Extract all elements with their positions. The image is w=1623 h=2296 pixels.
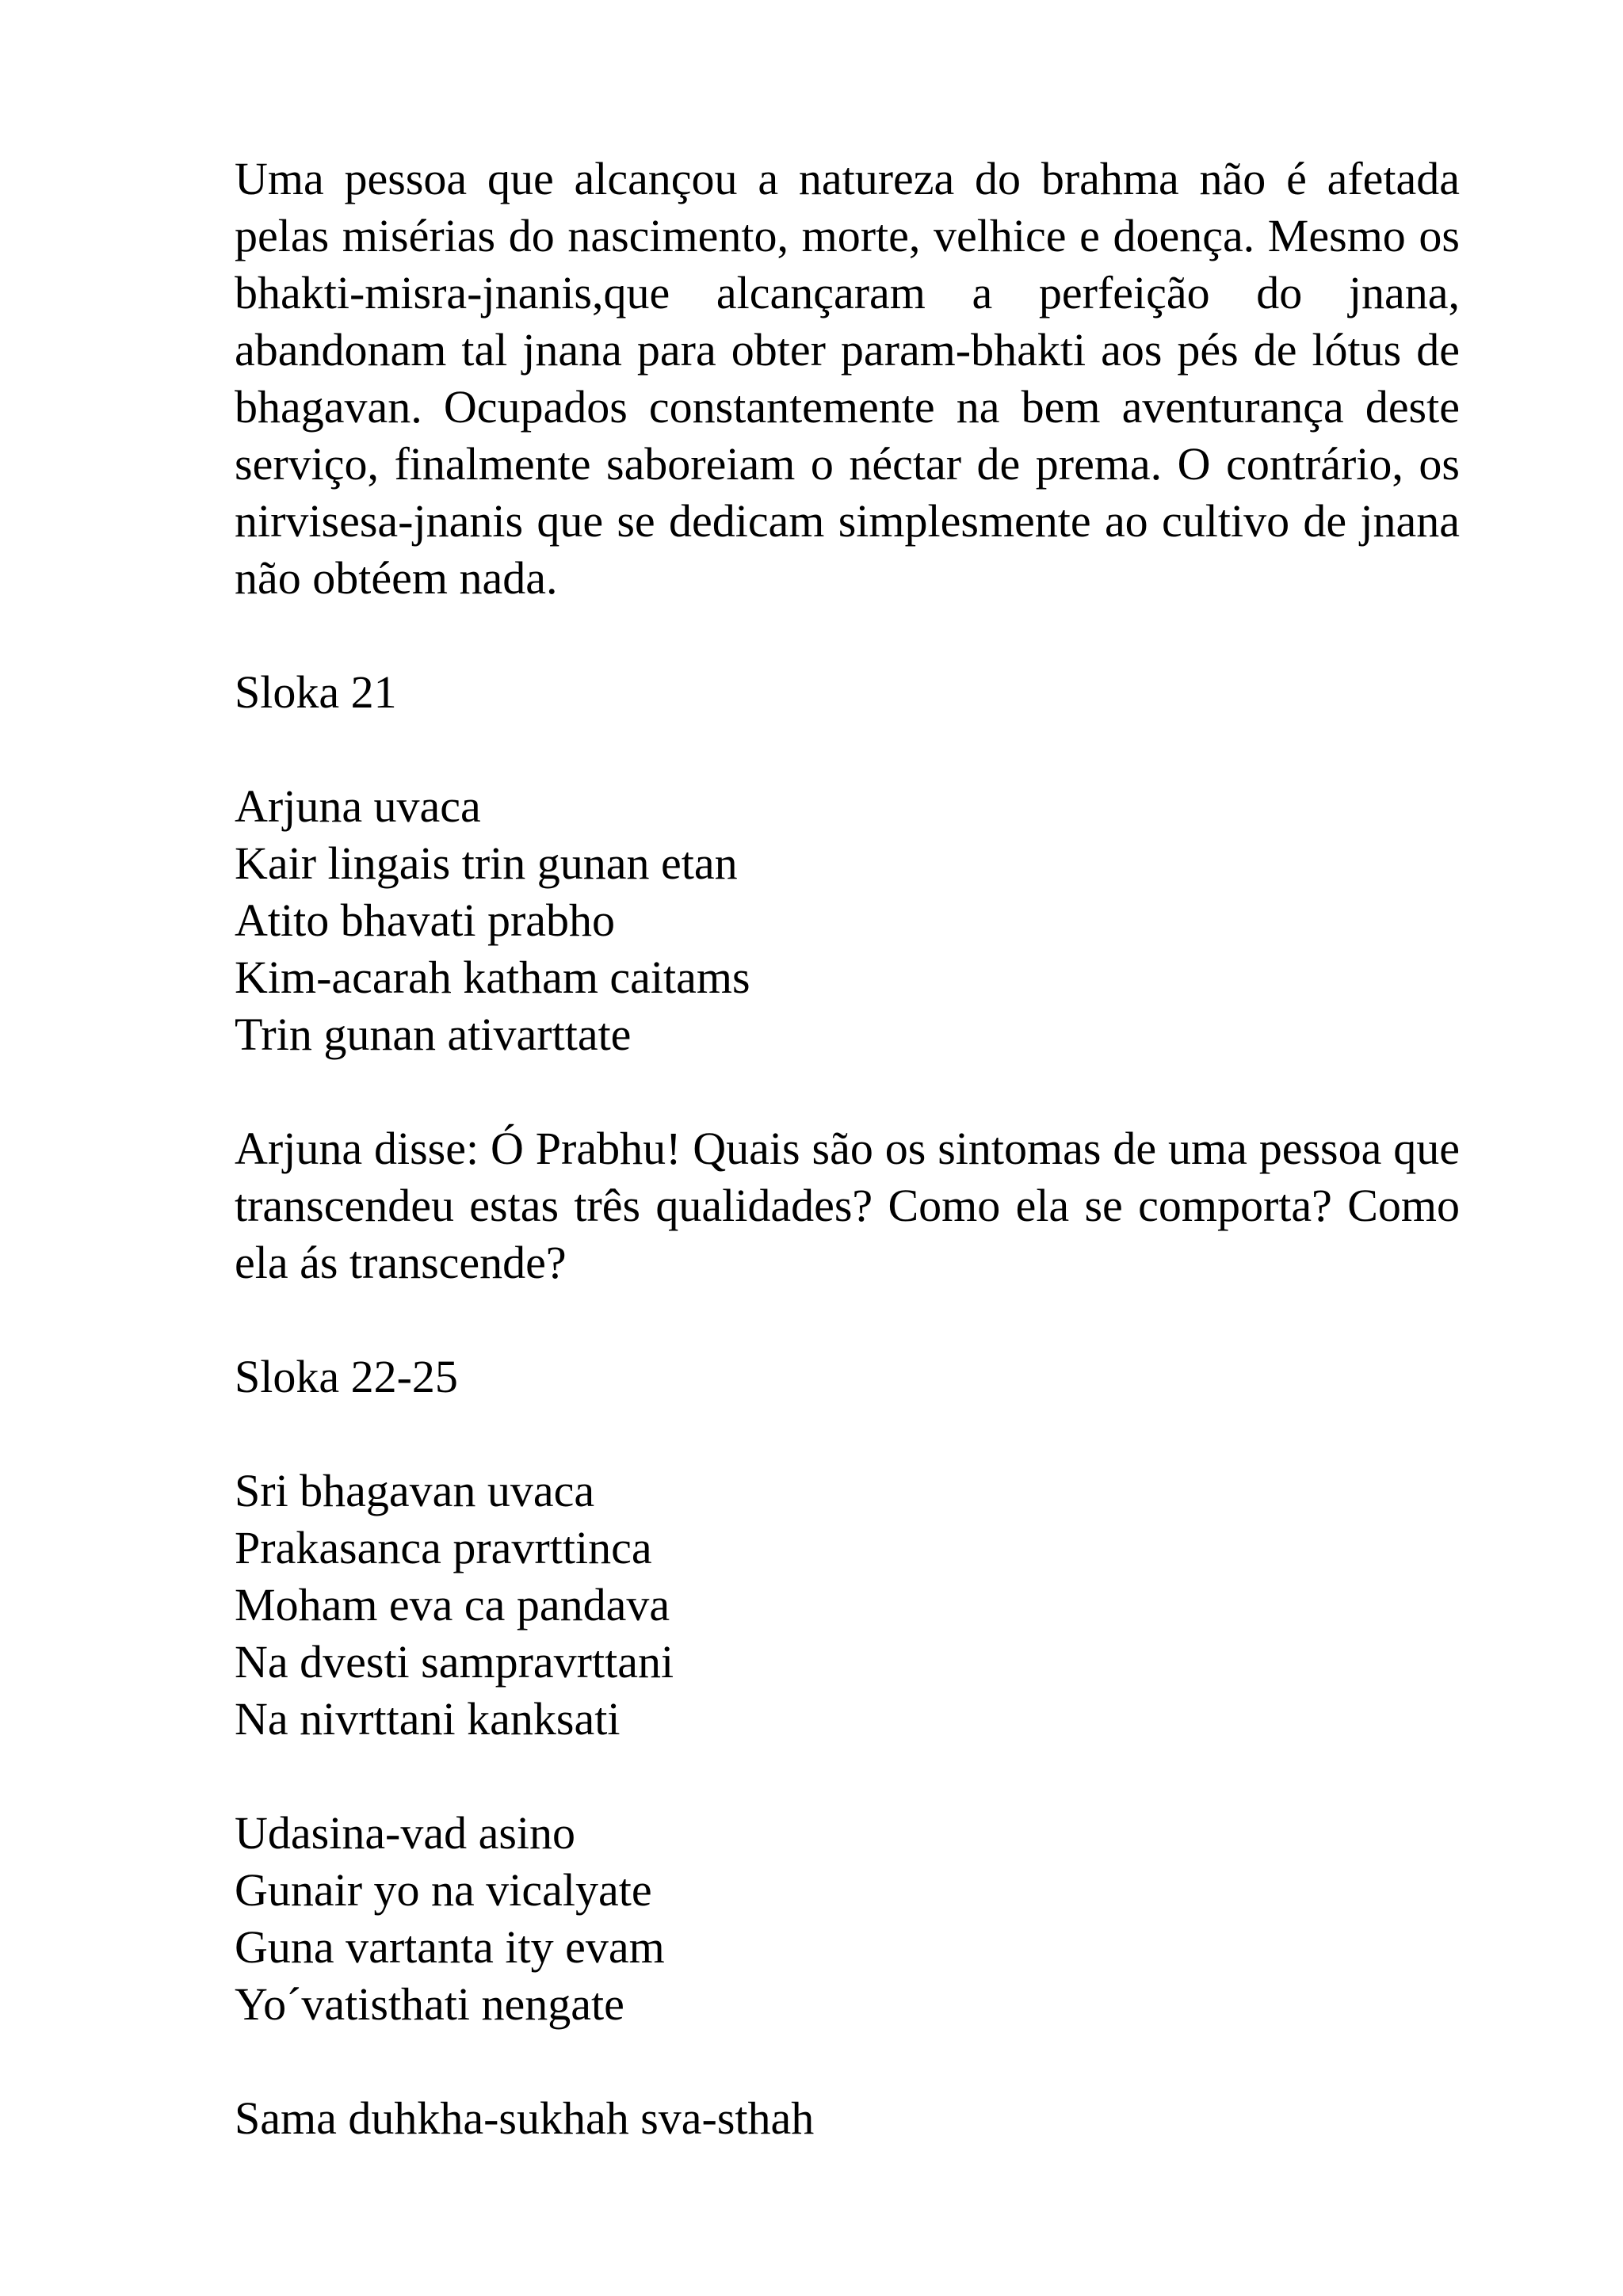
verse-line: Atito bhavati prabho	[235, 894, 616, 946]
spacer	[235, 607, 1460, 664]
verse-line: Udasina-vad asino	[235, 1807, 576, 1859]
spacer	[235, 1405, 1460, 1463]
paragraph-intro: Uma pessoa que alcançou a natureza do brahma não é afetada pelas misérias do nascimento, morte, velhice e doença. Mesmo os bhakti-misra-jnanis,que alcançaram a perfeição do jnana, abandonam tal jnana para obter param-bhakti aos pés de lótus de bhagavan. Ocupados constantemente na bem aventurança deste serviço, finalmente saboreiam o néctar de prema. O contrário, os nirvisesa-jnanis que se dedicam simplesmente ao cultivo de jnana não obtéem nada.	[235, 153, 1460, 604]
document-page	[235, 151, 1460, 2147]
heading-sloka-21: Sloka 21	[235, 666, 397, 718]
verse-stanza-3	[235, 2090, 1460, 2147]
verse-line: Arjuna uvaca	[235, 780, 481, 832]
verse-line: Na nivrttani kanksati	[235, 1693, 621, 1745]
heading-sloka-22-25: Sloka 22-25	[235, 1351, 458, 1402]
verse-line: Moham eva ca pandava	[235, 1579, 670, 1630]
spacer	[235, 721, 1460, 778]
verse-line: Sama duhkha-sukhah sva-sthah	[235, 2092, 815, 2144]
verse-stanza-1	[235, 1463, 1460, 1748]
verse-line: Kair lingais trin gunan etan	[235, 837, 738, 889]
verse-sloka-21	[235, 778, 1460, 1063]
verse-line: Kim-acarah katham caitams	[235, 952, 750, 1003]
spacer	[235, 1748, 1460, 1805]
spacer	[235, 2033, 1460, 2090]
verse-line: Guna vartanta ity evam	[235, 1921, 665, 1973]
verse-stanza-2	[235, 1805, 1460, 2033]
verse-line: Gunair yo na vicalyate	[235, 1864, 652, 1916]
verse-line: Yo´vatisthati nengate	[235, 1978, 624, 2030]
spacer	[235, 1063, 1460, 1120]
verse-line: Sri bhagavan uvaca	[235, 1465, 595, 1516]
spacer	[235, 1291, 1460, 1348]
verse-line: Na dvesti sampravrttani	[235, 1636, 674, 1688]
verse-line: Trin gunan ativarttate	[235, 1009, 632, 1060]
verse-line: Prakasanca pravrttinca	[235, 1522, 652, 1573]
paragraph-translation: Arjuna disse: Ó Prabhu! Quais são os sintomas de uma pessoa que transcendeu estas três qualidades? Como ela se comporta? Como ela ás transcende?	[235, 1123, 1460, 1288]
